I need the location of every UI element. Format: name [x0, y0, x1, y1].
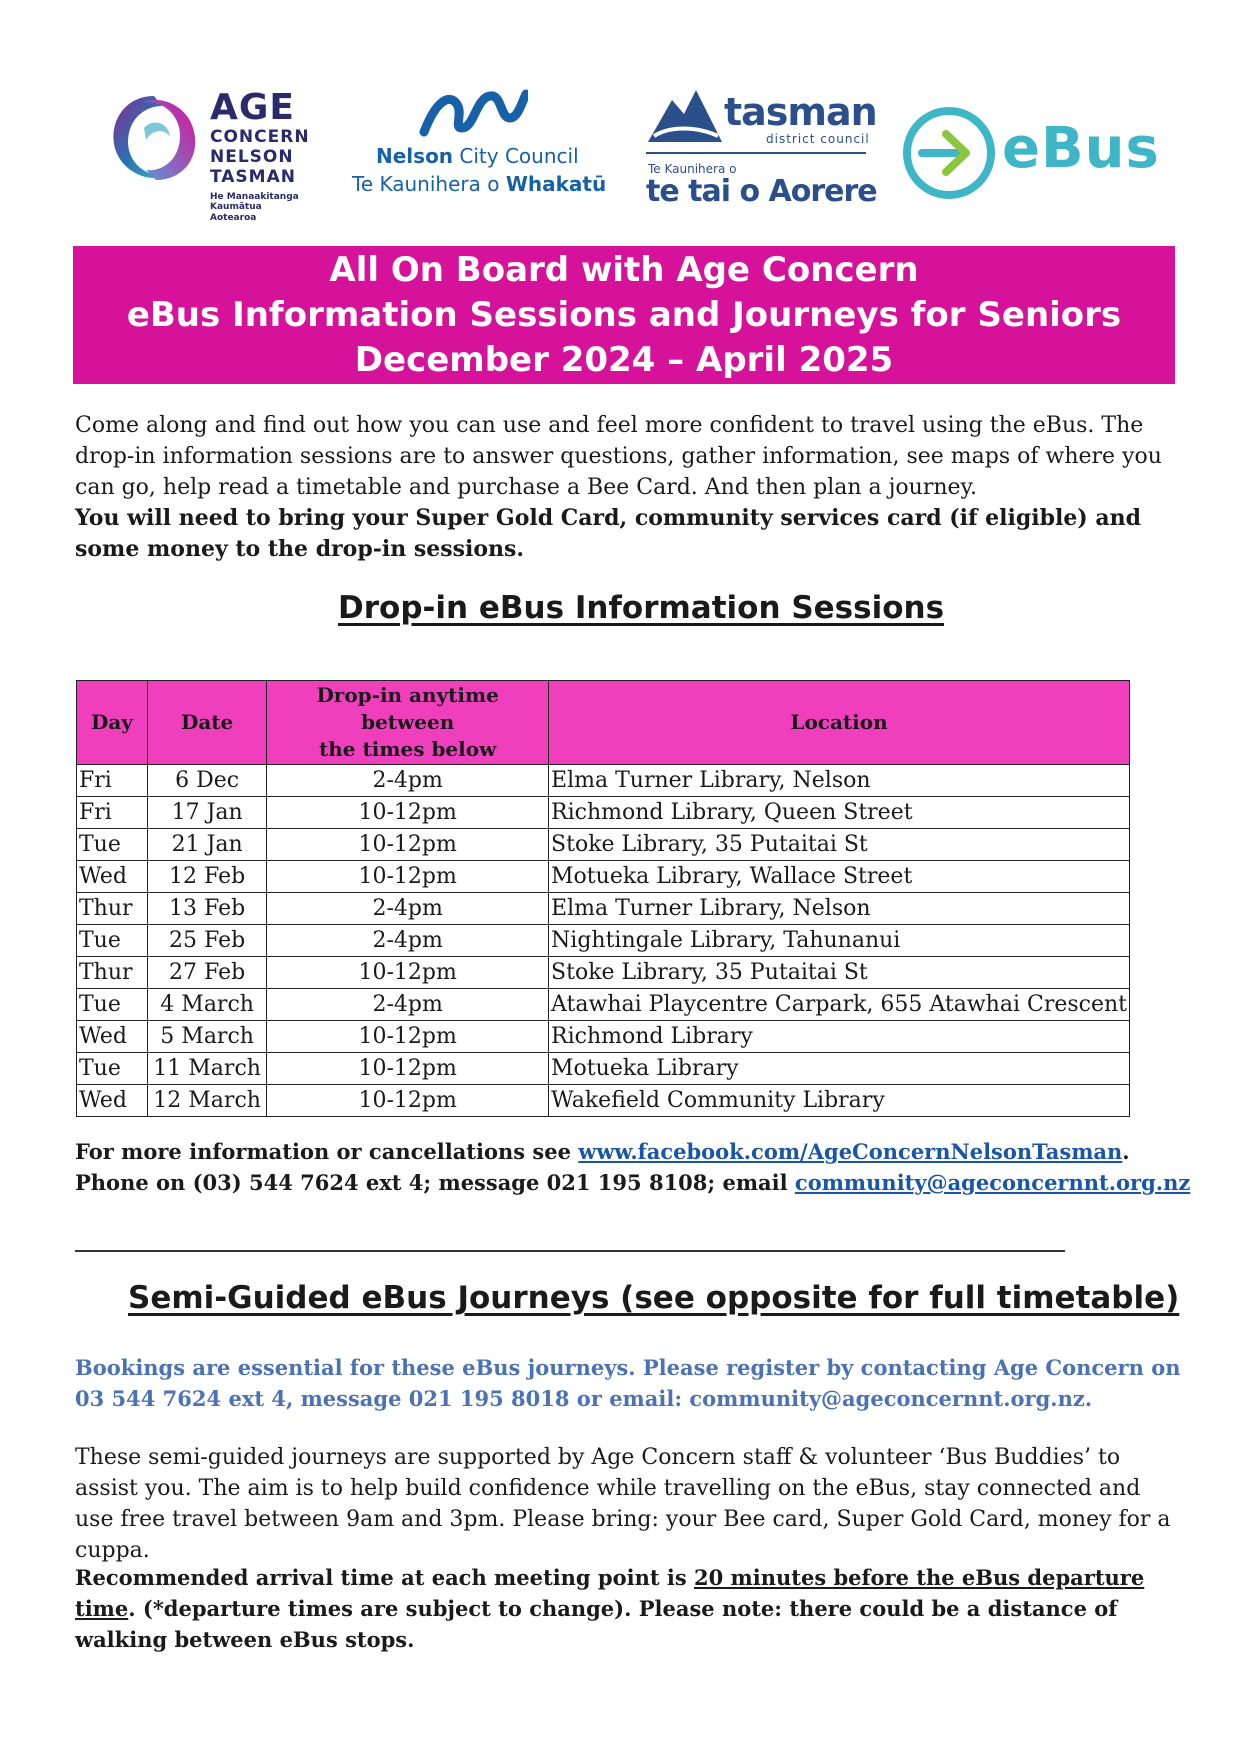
tdc-maori: te tai o Aorere [646, 174, 877, 209]
cell-location: Wakefield Community Library [549, 1085, 1130, 1117]
col-header-time-l1: Drop-in anytime between [316, 683, 499, 734]
age-concern-nelson: NELSON [210, 147, 294, 167]
banner-line-3: December 2024 – April 2025 [354, 340, 894, 380]
contact-line1-prefix: For more information or cancellations see [75, 1139, 579, 1164]
cell-location: Richmond Library [549, 1021, 1130, 1053]
ncc-te-kaunihera: Te Kaunihera o [352, 172, 506, 196]
intro-section [75, 410, 1185, 565]
table-row [77, 861, 1130, 893]
col-header-date: Date [147, 681, 266, 765]
age-concern-tasman: TASMAN [210, 167, 296, 187]
table-row [77, 829, 1130, 861]
bookings-note: Bookings are essential for these eBus journeys. Please register by contacting Age Concern on 03 544 7624 ext 4, message 021 195 8018 or email: community@ageconcernnt.org.nz. [75, 1355, 1181, 1411]
table-header-row [77, 681, 1130, 765]
dropin-heading: Drop-in eBus Information Sessions [338, 590, 945, 626]
nelson-city-council-logo [352, 88, 607, 208]
contact-line2-prefix: Phone on (03) 544 7624 ext 4; message 021 195 8108; email [75, 1170, 795, 1195]
email-link[interactable]: community@ageconcernnt.org.nz [794, 1170, 1191, 1195]
section-divider [75, 1250, 1065, 1252]
contact-line1-suffix: . [1122, 1139, 1130, 1164]
contact-info [75, 1136, 1190, 1198]
title-banner [73, 246, 1175, 384]
cell-day: Thur [77, 957, 148, 989]
col-header-time [267, 681, 549, 765]
cell-time: 2-4pm [267, 989, 549, 1021]
age-concern-logo [104, 84, 310, 223]
table-row [77, 765, 1130, 797]
arrival-underlined: 20 minutes before the eBus departure time [75, 1565, 1145, 1621]
cell-date: 4 March [147, 989, 266, 1021]
cell-date: 11 March [147, 1053, 266, 1085]
age-concern-concern: CONCERN [210, 127, 310, 147]
tdc-mountain-icon [646, 82, 724, 146]
col-header-location: Location [549, 681, 1130, 765]
cell-time: 10-12pm [267, 1085, 549, 1117]
cell-date: 21 Jan [147, 829, 266, 861]
cell-time: 10-12pm [267, 1021, 549, 1053]
cell-day: Tue [77, 829, 148, 861]
cell-location: Atawhai Playcentre Carpark, 655 Atawhai Crescent [549, 989, 1130, 1021]
cell-day: Thur [77, 893, 148, 925]
tdc-name: tasman [724, 90, 877, 134]
table-row [77, 1021, 1130, 1053]
cell-date: 17 Jan [147, 797, 266, 829]
col-header-day: Day [77, 681, 148, 765]
cell-date: 25 Feb [147, 925, 266, 957]
cell-time: 10-12pm [267, 957, 549, 989]
col-header-time-l2: the times below [319, 737, 497, 761]
ebus-arrow-icon [902, 106, 996, 200]
semi-guided-heading: Semi-Guided eBus Journeys (see opposite for full timetable) [128, 1280, 1180, 1316]
cell-location: Richmond Library, Queen Street [549, 797, 1130, 829]
cell-date: 5 March [147, 1021, 266, 1053]
sessions-table [76, 680, 1130, 1117]
intro-text: Come along and find out how you can use and feel more confident to travel using the eBus. The drop-in information sessions are to answer questions, gather information, see maps of where you can go, help read a timetable and purchase a Bee Card. And then plan a journey. [75, 413, 1162, 500]
tdc-small: Te Kaunihera o [648, 162, 737, 176]
cell-day: Wed [77, 1085, 148, 1117]
intro-bold-note: You will need to bring your Super Gold Card, community services card (if eligible) and some money to the drop-in sessions. [75, 505, 1142, 562]
table-row [77, 1053, 1130, 1085]
cell-day: Fri [77, 797, 148, 829]
ebus-word: eBus [1002, 116, 1160, 181]
ncc-wave-icon [418, 88, 528, 140]
tdc-sub: district council [766, 132, 870, 146]
cell-day: Tue [77, 925, 148, 957]
table-row [77, 925, 1130, 957]
arrival-note [75, 1562, 1185, 1655]
table-row [77, 1085, 1130, 1117]
cell-time: 2-4pm [267, 893, 549, 925]
cell-day: Tue [77, 989, 148, 1021]
cell-location: Motueka Library [549, 1053, 1130, 1085]
support-text: These semi-guided journeys are supported by Age Concern staff & volunteer ‘Bus Buddies’ to assist you. The aim is to help build confidence while travelling on the eBus, stay connected and use free travel between 9am and 3pm. Please bring: your Bee card, Super Gold Card, money for a cuppa. [75, 1445, 1171, 1563]
ncc-whakatu: Whakatū [505, 172, 607, 196]
cell-time: 10-12pm [267, 1053, 549, 1085]
facebook-link[interactable]: www.facebook.com/AgeConcernNelsonTasman [578, 1139, 1123, 1164]
cell-location: Stoke Library, 35 Putaitai St [549, 957, 1130, 989]
table-row [77, 797, 1130, 829]
arrival-prefix: Recommended arrival time at each meeting point is [75, 1565, 694, 1590]
cell-date: 12 Feb [147, 861, 266, 893]
tdc-rule [646, 152, 866, 154]
cell-time: 2-4pm [267, 925, 549, 957]
cell-location: Elma Turner Library, Nelson [549, 765, 1130, 797]
age-concern-swirl-icon [104, 88, 204, 188]
cell-location: Motueka Library, Wallace Street [549, 861, 1130, 893]
cell-day: Tue [77, 1053, 148, 1085]
cell-date: 6 Dec [147, 765, 266, 797]
cell-day: Wed [77, 1021, 148, 1053]
cell-time: 2-4pm [267, 765, 549, 797]
age-concern-tagline-2: Kaumātua Aotearoa [210, 202, 262, 223]
table-row [77, 989, 1130, 1021]
age-concern-title: AGE [210, 87, 296, 128]
ncc-nelson: Nelson [376, 144, 454, 168]
table-row [77, 957, 1130, 989]
cell-day: Fri [77, 765, 148, 797]
cell-location: Nightingale Library, Tahunanui [549, 925, 1130, 957]
ncc-city-council: City Council [453, 144, 579, 168]
cell-date: 27 Feb [147, 957, 266, 989]
banner-line-1: All On Board with Age Concern [329, 250, 919, 290]
cell-date: 13 Feb [147, 893, 266, 925]
cell-day: Wed [77, 861, 148, 893]
tasman-district-council-logo [646, 82, 876, 212]
cell-location: Stoke Library, 35 Putaitai St [549, 829, 1130, 861]
ebus-logo [902, 106, 1162, 206]
arrival-suffix: . (*departure times are subject to change). Please note: there could be a distance of walking between eBus stops. [75, 1596, 1118, 1652]
cell-time: 10-12pm [267, 797, 549, 829]
banner-line-2: eBus Information Sessions and Journeys for Seniors [126, 295, 1122, 335]
age-concern-tagline-1: He Manaakitanga [210, 192, 299, 202]
cell-time: 10-12pm [267, 861, 549, 893]
cell-date: 12 March [147, 1085, 266, 1117]
cell-time: 10-12pm [267, 829, 549, 861]
cell-location: Elma Turner Library, Nelson [549, 893, 1130, 925]
table-row [77, 893, 1130, 925]
